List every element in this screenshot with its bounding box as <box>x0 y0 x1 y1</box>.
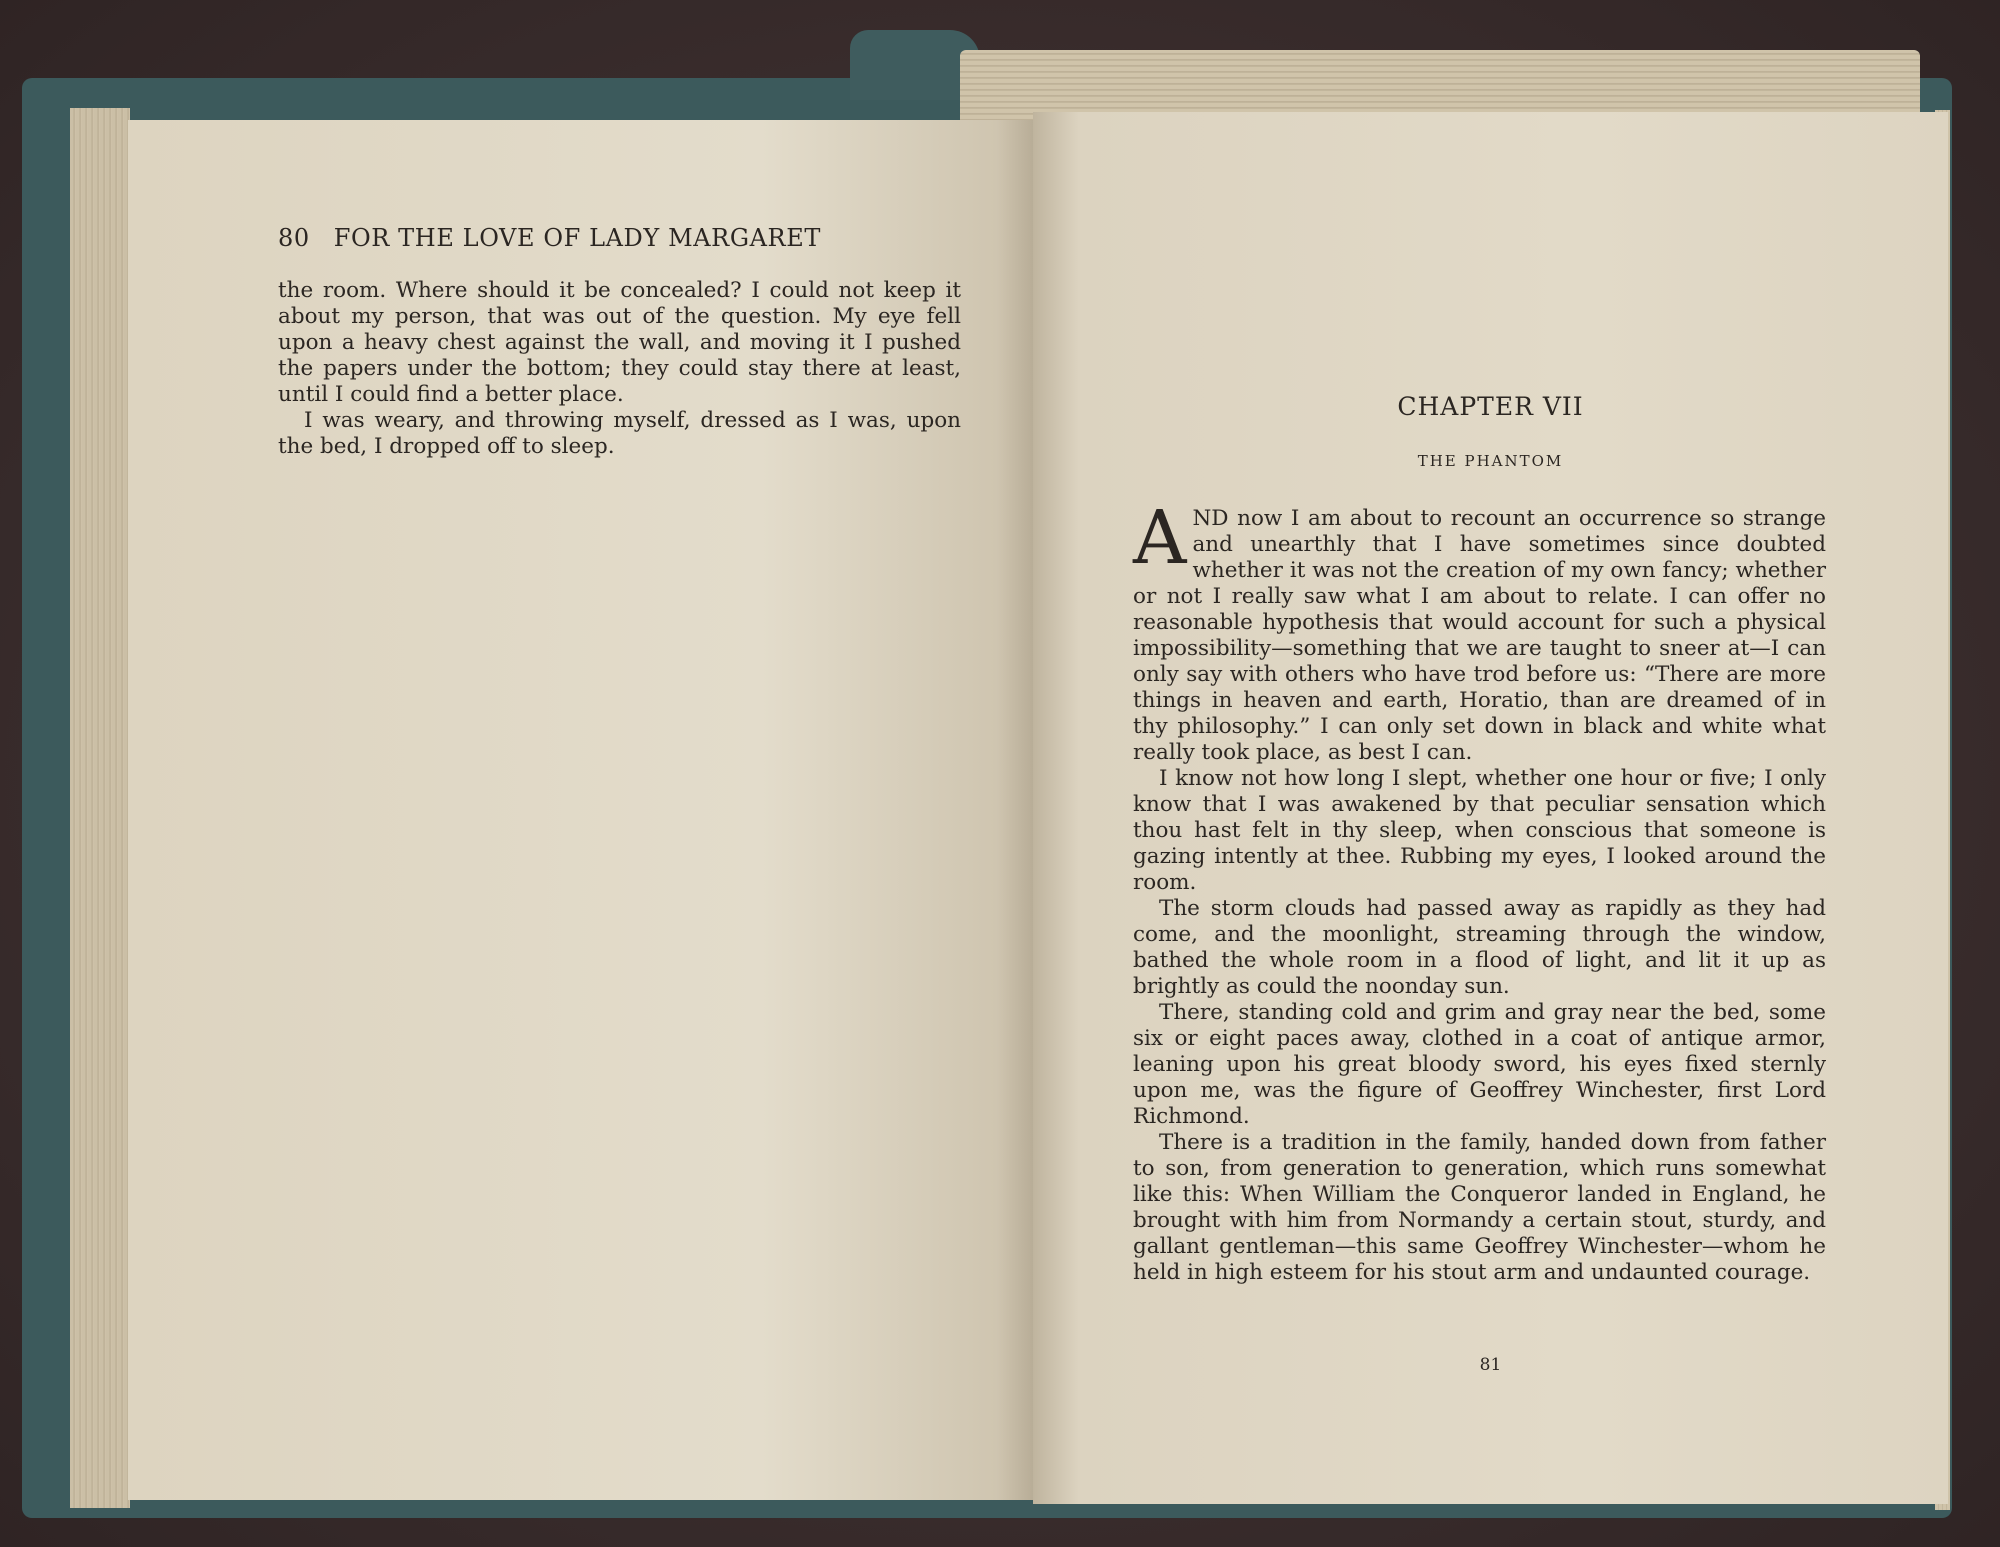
drop-cap: A <box>1133 495 1187 581</box>
paragraph <box>1133 495 1826 766</box>
right-text-block <box>1133 495 1826 1286</box>
paragraph: I know not how long I slept, whether one hour or five; I only know that I was awakened by that peculiar sensation which thou hast felt in thy sleep, when conscious that someone is gazing intently at thee. Rubbing my eyes, I looked around the room. <box>1133 766 1826 895</box>
left-text-block <box>278 278 961 460</box>
paragraph-text: ND now I am about to recount an occurrence so strange and unearthly that I have sometimes since doubted whether it was not the creation of my own fancy; whether or not I really saw what I am about to relate. I can offer no reasonable hypothesis that would account for such a physical impossibility—something that we are taught to sneer at—I can only say with others who have trod before us: “There are more things in heaven and earth, Horatio, than are dreamed of in thy philosophy.” I can only set down in black and white what really took place, as best I can. <box>1133 506 1826 765</box>
right-page-number: 81 <box>1479 1355 1502 1375</box>
paragraph: The storm clouds had passed away as rapidly as they had come, and the moonlight, streaming through the window, bathed the whole room in a flood of light, and lit it up as brightly as could the noonday sun. <box>1133 896 1826 999</box>
running-head-title: FOR THE LOVE OF LADY MARGARET <box>333 224 821 252</box>
right-page <box>1033 112 1948 1504</box>
paragraph: There, standing cold and grim and gray near the bed, some six or eight paces away, clothed in a coat of antique armor, leaning upon his great bloody sword, his eyes fixed sternly upon me, was the figure of Geoffrey Winchester, first Lord Richmond. <box>1133 1000 1826 1129</box>
running-head <box>278 224 968 252</box>
page-edges-left <box>70 108 130 1508</box>
left-page-number: 80 <box>278 224 310 252</box>
chapter-subtitle: THE PHANTOM <box>1417 452 1564 470</box>
paragraph: the room. Where should it be concealed? I could not keep it about my person, that was out of the question. My eye fell upon a heavy chest against the wall, and moving it I pushed the papers under the bottom; they could stay there at least, until I could find a better place. <box>278 278 961 407</box>
paragraph: I was weary, and throwing myself, dressed as I was, upon the bed, I dropped off to sleep. <box>278 408 961 459</box>
left-page <box>128 120 1033 1500</box>
paragraph: There is a tradition in the family, handed down from father to son, from generation to generation, which runs somewhat like this: When William the Conqueror landed in England, he brought with him from Normandy a certain stout, sturdy, and gallant gentleman—this same Geoffrey Winchester—whom he held in high esteem for his stout arm and undaunted courage. <box>1133 1130 1826 1285</box>
chapter-title: CHAPTER VII <box>1397 392 1584 421</box>
